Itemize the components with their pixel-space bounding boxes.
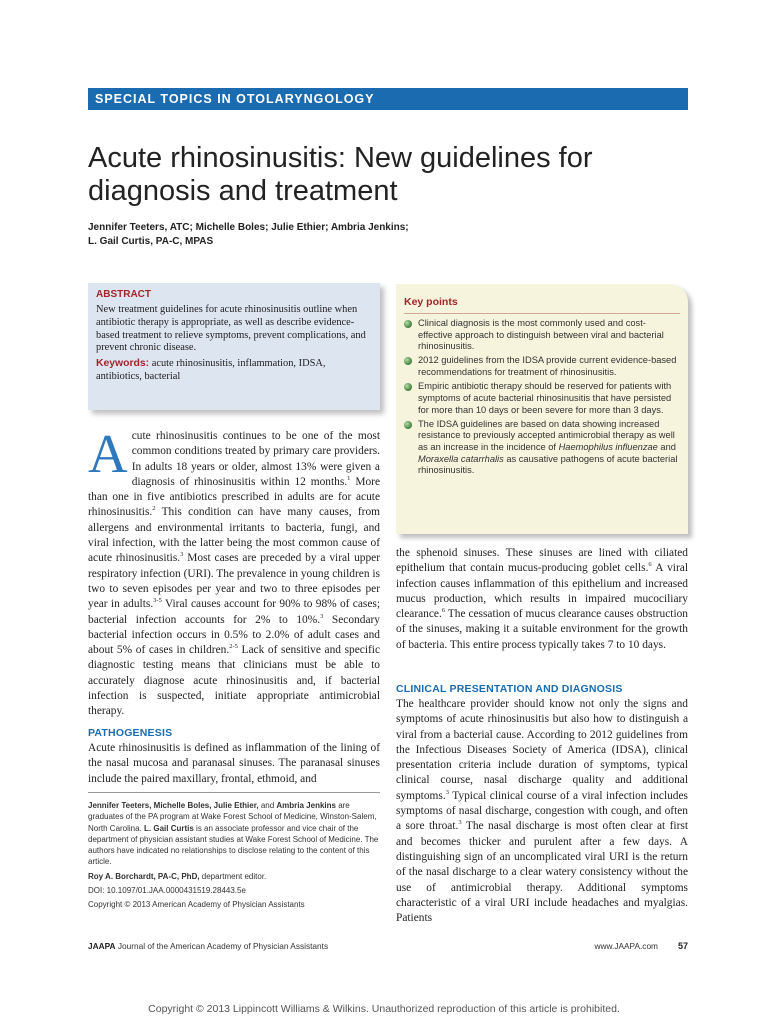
bullet-icon	[404, 421, 412, 429]
citation: 3	[445, 788, 449, 796]
key-point-text: Clinical diagnosis is the most commonly used and cost-effective approach to distinguish between viral and bacterial rhinosinusitis.	[418, 318, 664, 352]
body-text: A viral infection causes inflammation of this epithelium and increased mucus production, which results in impaired mucociliary clearance.	[396, 562, 688, 621]
bio-text: are graduates of the PA program at Wake Forest School of Medicine, Winston-Salem, North Carolina.	[88, 801, 377, 833]
citation: 6	[441, 607, 446, 615]
key-point-text-c: and	[657, 442, 676, 452]
key-point-item	[404, 318, 680, 353]
intro-paragraph	[88, 423, 381, 720]
intro-text: Secondary bacterial infection occurs in 0.5% to 2.0% of adult cases and about 5% of cases in children.	[88, 613, 380, 657]
author-bio	[88, 800, 380, 868]
doi-line: DOI: 10.1097/01.JAA.0000431519.28443.5e	[88, 886, 246, 896]
authors-line-2: L. Gail Curtis, PA-C, MPAS	[88, 236, 214, 247]
body-text: Typical clinical course of a viral infection includes symptoms of nasal discharge, congestion with cough, and often a sore throat.	[396, 789, 688, 833]
author-footnote	[88, 800, 380, 914]
intro-text: cute rhinosinusitis continues to be one of the most common conditions treated by primary care providers. In adults 18 years or older, almost 13% were given a diagnosis of rhinosinusitis within 12 months.	[131, 430, 380, 488]
body-text: the sphenoid sinuses. These sinuses are lined with ciliated epithelium that contain mucus-producing goblet cells.	[396, 547, 688, 575]
title-line-1: Acute rhinosinusitis: New guidelines for	[88, 142, 593, 174]
abstract-box	[88, 283, 380, 410]
keywords-label: Keywords:	[96, 358, 150, 370]
bio-name: L. Gail Curtis	[144, 823, 194, 833]
editor-role: department editor.	[199, 871, 267, 881]
bio-text: is an associate professor and vice chair of the department of physician assistant studies at Wake Forest School of Medicine. The authors have indicated no relationships to disclose relating to the content of this article.	[88, 823, 379, 867]
abstract-keywords	[96, 358, 372, 384]
abstract-heading: ABSTRACT	[96, 289, 151, 300]
intro-text: Viral causes account for 90% to 98% of cases; bacterial infection accounts for 2% to 10%.	[88, 598, 381, 626]
journal-url[interactable]: www.JAAPA.com	[594, 941, 658, 951]
citation: 3	[458, 819, 462, 827]
bullet-icon	[404, 383, 412, 391]
body-text: The nasal discharge is most often clear at first and becomes thicker and purulent after a few days. A distinguishing sign of an uncomplicated viral URI is the return of the nasal discharge to a clear watery consistency without the use of antimicrobial therapy. Additional symptoms characteristic of a viral URI include headaches and myalgias. Patients	[396, 820, 688, 925]
author-list	[88, 221, 688, 249]
section-banner: SPECIAL TOPICS IN OTOLARYNGOLOGY	[88, 88, 688, 110]
pathogenesis-text: Acute rhinosinusitis is defined as inflammation of the lining of the nasal mucosa and paranasal sinuses. The paranasal sinuses include the paired maxillary, frontal, ethmoid, and	[88, 742, 380, 785]
key-point-text-a: The IDSA guidelines are based on data showing increased resistance to previously accepted antimicrobial therapy as well as an increase in the incidence of	[418, 418, 675, 452]
pathogenesis-heading: PATHOGENESIS	[88, 727, 173, 739]
key-point-text-e: as causative pathogens of acute bacterial rhinosinusitis.	[418, 453, 678, 476]
key-point-text: Empiric antibiotic therapy should be reserved for patients with symptoms of acute bacterial rhinosinusitis that have persisted for more than 10 days or been severe for more than 3 days.	[418, 381, 672, 415]
journal-abbr: JAAPA	[88, 941, 116, 951]
footer-right	[580, 941, 688, 951]
clinical-paragraph	[396, 697, 688, 926]
intro-text: This condition can have many causes, from allergens and environmental irritants to bacteria, fungi, and viral infection, with the latter being the most common cause of acute rhinosinusitis.	[88, 506, 380, 565]
intro-text: Most cases are preceded by a viral upper respiratory infection (URI). The prevalence in young children is two to seven episodes per year and two to three episodes per year in adults.	[88, 552, 380, 611]
pathogen-name: Moraxella catarrhalis	[418, 453, 504, 464]
citation: 3	[180, 551, 184, 559]
key-point-item	[404, 381, 680, 416]
key-points-list	[404, 318, 680, 477]
keywords-text: acute rhinosinusitis, inflammation, IDSA, antibiotics, bacterial	[96, 358, 326, 382]
citation: 2	[152, 505, 156, 513]
key-points-heading: Key points	[404, 296, 680, 314]
bullet-icon	[404, 320, 412, 328]
key-point-item	[404, 419, 680, 477]
key-point-item	[404, 355, 680, 378]
bio-text: and	[258, 801, 277, 810]
key-point-text: 2012 guidelines from the IDSA provide current evidence-based recommendations for treatment of rhinosinusitis.	[418, 355, 677, 378]
editor-line	[88, 871, 380, 882]
key-points-box	[396, 284, 688, 534]
drop-cap: A	[88, 423, 128, 484]
copyright-notice: Copyright © 2013 Lippincott Williams & Wilkins. Unauthorized reproduction of this article is prohibited.	[148, 1003, 620, 1015]
intro-text: Lack of sensitive and specific diagnostic testing means that clinicians must be able to accurately diagnose acute rhinosinusitis and, if bacterial infection is suspected, initiate appropriate antimicrobial therapy.	[88, 644, 381, 718]
journal-footer	[88, 941, 328, 951]
citation: 6	[648, 561, 652, 569]
clinical-heading: CLINICAL PRESENTATION AND DIAGNOSIS	[396, 683, 623, 695]
bio-name: Ambria Jenkins	[276, 801, 336, 810]
editor-name: Roy A. Borchardt, PA-C, PhD,	[88, 871, 200, 881]
title-line-2: diagnosis and treatment	[88, 175, 398, 207]
sinus-paragraph	[396, 546, 688, 653]
bullet-icon	[404, 357, 412, 365]
body-text: The cessation of mucus clearance causes obstruction of the sinuses, making it a suitable environment for the growth of bacteria. This entire process typically takes 7 to 10 days.	[396, 608, 688, 651]
footnote-copyright: Copyright © 2013 American Academy of Physician Assistants	[88, 900, 305, 910]
citation: 2-5	[229, 643, 238, 651]
abstract-text: New treatment guidelines for acute rhinosinusitis outline when antibiotic therapy is appropriate, as well as describe evidence-based treatment to relieve symptoms, prevent complications, and prevent chronic disease.	[96, 304, 366, 354]
bio-names: Jennifer Teeters, Michelle Boles, Julie Ethier,	[88, 801, 259, 810]
pathogenesis-paragraph	[88, 741, 380, 787]
pathogen-name: Haemophilus influenzae	[558, 442, 658, 452]
body-text: The healthcare provider should know not only the signs and symptoms of acute rhinosinusitis but also how to distinguish a viral from a bacterial cause. According to 2012 guidelines from the Infectious Diseases Society of America (IDSA), clinical presentation criteria include duration of symptoms, typical clinical course, nasal discharge quality and additional symptoms.	[396, 698, 688, 802]
intro-text: More than one in five antibiotics prescribed in adults are for acute rhinosinusitis.	[88, 475, 380, 519]
authors-line-1: Jennifer Teeters, ATC; Michelle Boles; Julie Ethier; Ambria Jenkins;	[88, 222, 409, 233]
citation: 3	[320, 612, 324, 620]
article-title	[88, 142, 688, 208]
citation: 1	[347, 475, 351, 483]
footnote-divider	[88, 792, 380, 793]
citation: 3-5	[153, 597, 162, 605]
journal-name: Journal of the American Academy of Physician Assistants	[115, 941, 329, 951]
page-number: 57	[677, 941, 688, 951]
